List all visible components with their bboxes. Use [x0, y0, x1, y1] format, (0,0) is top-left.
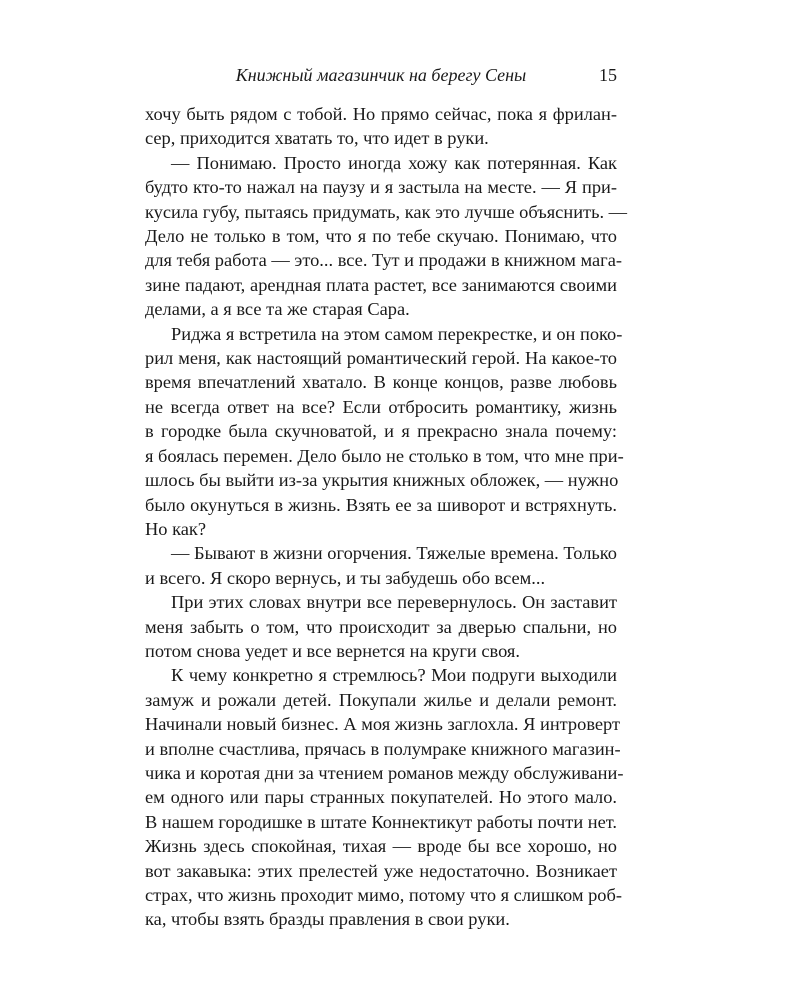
book-page [145, 62, 628, 932]
page-number: 15 [599, 65, 617, 85]
text-line: и вполне счастлива, прячась в полумраке книжного магазин- [145, 738, 621, 759]
running-title: Книжный магазинчик на берегу Сены [235, 65, 527, 85]
paragraph [145, 102, 617, 151]
text-line: сер, приходится хватать то, что идет в руки. [145, 128, 489, 149]
text-line: не всегда ответ на все? Если отбросить романтику, жизнь [145, 396, 617, 417]
text-line: ка, чтобы взять бразды правления в свои руки. [145, 909, 510, 930]
paragraph [145, 590, 617, 663]
text-line: рил меня, как настоящий романтический герой. На какое-то [145, 348, 617, 369]
text-line: будто кто-то нажал на паузу и я застыла на месте. — Я при- [145, 177, 617, 198]
text-line: в городке была скучноватой, и я прекрасно знала почему: [145, 421, 617, 442]
text-line: шлось бы выйти из-за укрытия книжных обложек, — нужно [145, 470, 619, 491]
text-line: В нашем городишке в штате Коннектикут работы почти нет. [145, 811, 618, 832]
text-line: время впечатлений хватало. В конце концов, разве любовь [145, 372, 617, 393]
text-line: Начинали новый бизнес. А моя жизнь заглохла. Я интроверт [145, 714, 621, 735]
text-line: вот закавыка: этих прелестей уже недостаточно. Возникает [145, 860, 617, 881]
text-line: зине падают, арендная плата растет, все занимаются своими [145, 274, 617, 295]
text-line: Жизнь здесь спокойная, тихая — вроде бы все хорошо, но [145, 836, 617, 857]
paragraph [145, 541, 617, 590]
text-line: К чему конкретно я стремлюсь? Мои подруги выходили [171, 665, 617, 686]
text-line: меня забыть о том, что происходит за дверью спальни, но [145, 616, 617, 637]
text-line: Риджа я встретила на этом самом перекрестке, и он поко- [171, 323, 623, 344]
text-line: чика и коротая дни за чтением романов между обслуживани- [145, 762, 624, 783]
running-header [145, 62, 617, 88]
paragraph [145, 663, 624, 931]
text-line: и всего. Я скоро вернусь, и ты забудешь обо всем... [145, 567, 546, 588]
text-line: делами, а я все та же старая Сара. [145, 299, 410, 320]
text-line: замуж и рожали детей. Покупали жилье и делали ремонт. [145, 689, 617, 710]
text-line: — Понимаю. Просто иногда хожу как потерянная. Как [171, 152, 617, 173]
text-line: потом снова уедет и все вернется на круги своя. [145, 640, 520, 661]
text-line: страх, что жизнь проходит мимо, потому что я слишком роб- [145, 885, 622, 905]
paragraph [145, 151, 628, 322]
text-line: — Бывают в жизни огорчения. Тяжелые времена. Только [171, 543, 617, 564]
body-text [145, 102, 628, 932]
text-line: Дело не только в том, что я по тебе скучаю. Понимаю, что [145, 226, 617, 247]
text-line: было окунуться в жизнь. Взять ее за шиворот и встряхнуть. [145, 494, 617, 515]
text-line: ем одного или пары странных покупателей. Но этого мало. [145, 787, 617, 808]
text-line: Но как? [145, 518, 206, 539]
text-line: для тебя работа — это... все. Тут и продажи в книжном мага- [145, 250, 623, 271]
text-line: кусила губу, пытаясь придумать, как это лучше объяснить. — [145, 201, 628, 222]
paragraph [145, 322, 624, 542]
text-line: При этих словах внутри все перевернулось. Он заставит [171, 592, 617, 613]
text-line: я боялась перемен. Дело было не столько в том, что мне при- [145, 445, 624, 466]
text-line: хочу быть рядом с тобой. Но прямо сейчас, пока я фрилан- [145, 104, 617, 124]
